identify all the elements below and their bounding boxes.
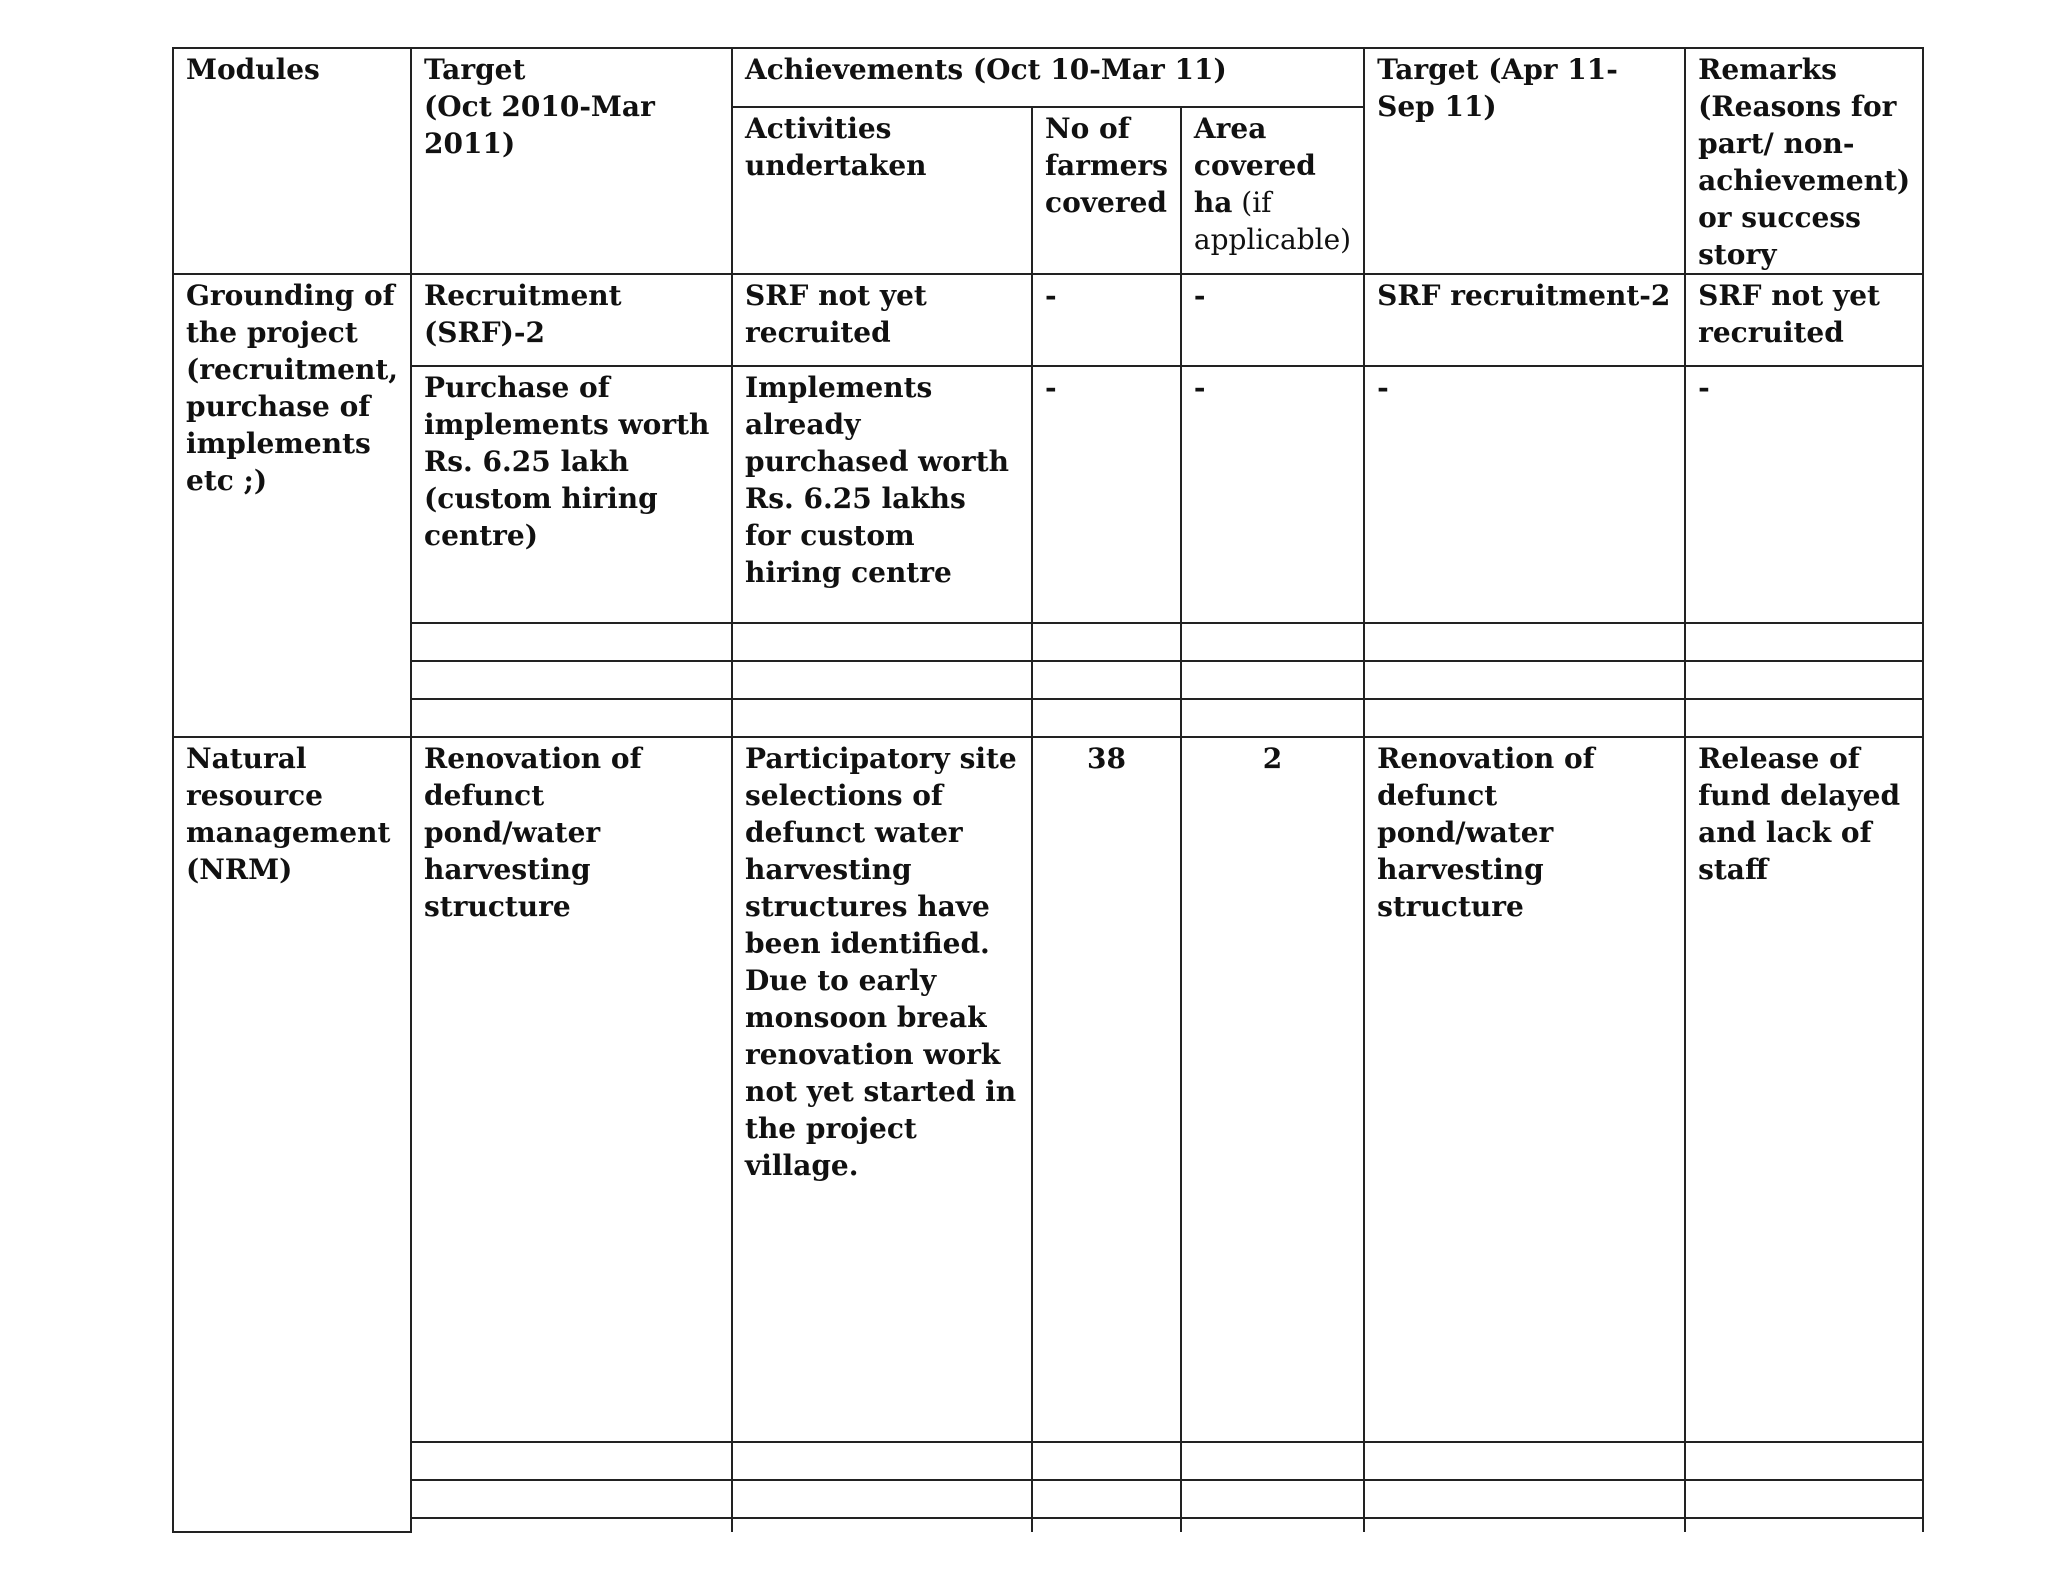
cell-remarks: SRF not yet recruited [1685,274,1923,366]
progress-table [172,47,1924,1533]
cell-target2: - [1364,366,1685,623]
empty-row [173,623,1923,661]
cell-farmers: - [1032,366,1181,623]
empty-row [173,1480,1923,1518]
header-remarks: Remarks (Reasons for part/ non-achievement) or success story [1685,48,1923,274]
header-row-1 [173,48,1923,107]
empty-row [173,699,1923,737]
cell-target2: SRF recruitment-2 [1364,274,1685,366]
cell-activities: Participatory site selections of defunct water harvesting structures have been identified. Due to early monsoon break renovation work not yet started in the project village. [732,737,1032,1442]
cell-remarks: - [1685,366,1923,623]
cell-target2: Renovation of defunct pond/water harvesting structure [1364,737,1685,1442]
header-area: Area covered ha (if applicable) [1181,107,1364,274]
cell-target: Renovation of defunct pond/water harvesting structure [411,737,732,1442]
header-modules: Modules [173,48,411,274]
module-nrm: Natural resource management (NRM) [173,737,411,1532]
table-row [173,274,1923,366]
header-achievements: Achievements (Oct 10-Mar 11) [732,48,1364,107]
table-row [173,737,1923,1442]
header-farmers: No of farmers covered [1032,107,1181,274]
header-activities: Activities undertaken [732,107,1032,274]
table-row [173,366,1923,623]
cell-target: Purchase of implements worth Rs. 6.25 lakh (custom hiring centre) [411,366,732,623]
cell-area: 2 [1181,737,1364,1442]
cell-activities: Implements already purchased worth Rs. 6.25 lakhs for custom hiring centre [732,366,1032,623]
empty-row [173,1442,1923,1480]
module-grounding: Grounding of the project (recruitment, purchase of implements etc ;) [173,274,411,737]
cell-remarks: Release of fund delayed and lack of staff [1685,737,1923,1442]
cell-activities: SRF not yet recruited [732,274,1032,366]
cell-farmers: 38 [1032,737,1181,1442]
cell-target: Recruitment (SRF)-2 [411,274,732,366]
empty-row [173,661,1923,699]
cell-area: - [1181,274,1364,366]
cell-area: - [1181,366,1364,623]
header-target-oct-mar: Target (Oct 2010-Mar 2011) [411,48,732,274]
cell-farmers: - [1032,274,1181,366]
empty-row [173,1518,1923,1532]
header-target-apr-sep: Target (Apr 11-Sep 11) [1364,48,1685,274]
